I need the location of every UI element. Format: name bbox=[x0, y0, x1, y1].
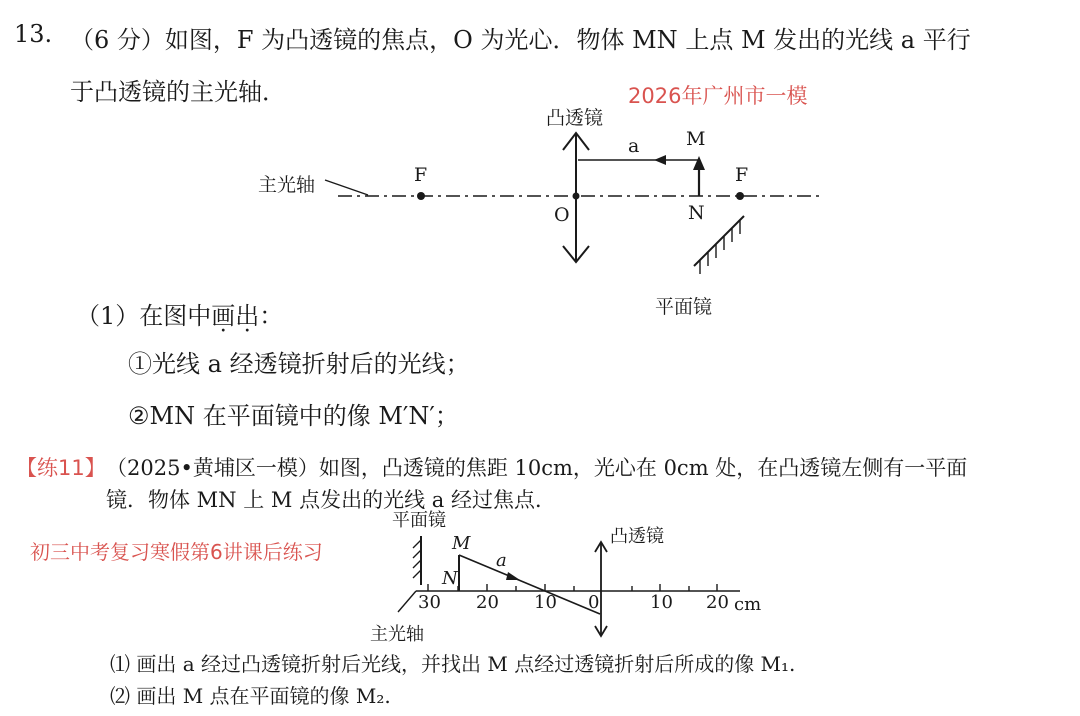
practice-11-line1: （2025•黄埔区一模）如图，凸透镜的焦距 10cm，光心在 0cm 处，在凸透镜左侧有一平面 bbox=[106, 456, 968, 480]
point-n-label: N bbox=[688, 202, 705, 224]
p11-item-1: ⑴ 画出 a 经过凸透镜折射后光线，并找出 M 点经过透镜折射后所成的像 M₁. bbox=[110, 652, 796, 676]
sub1-emph-hua: 画 bbox=[211, 302, 236, 330]
p11-point-m-label: M bbox=[452, 533, 471, 554]
problem-13-line1: （6 分）如图，F 为凸透镜的焦点，O 为光心．物体 MN 上点 M 发出的光线 a 平行 bbox=[70, 26, 971, 54]
axis-label: 主光轴 bbox=[258, 174, 316, 196]
problem-13-line2: 于凸透镜的主光轴． bbox=[70, 78, 286, 106]
p11-item-2: ⑵ 画出 M 点在平面镜的像 M₂. bbox=[110, 684, 391, 708]
sub-question-1-item-1: ①光线 a 经透镜折射后的光线； bbox=[128, 350, 470, 378]
problem-13-source-tag: 2026年广州市一模 bbox=[628, 84, 808, 108]
p11-mirror-hatching bbox=[413, 540, 421, 578]
p11-tick-label-30: 30 bbox=[418, 592, 441, 613]
problem-13-number: 13. bbox=[14, 20, 53, 48]
practice-11-line2: 镜．物体 MN 上 M 点发出的光线 a 经过焦点． bbox=[106, 488, 556, 512]
p11-axis-pointer bbox=[398, 591, 416, 612]
p11-axis-label: 主光轴 bbox=[370, 624, 424, 645]
sub1-emph-chu: 出 bbox=[235, 302, 260, 330]
p11-unit-label: cm bbox=[734, 594, 762, 615]
ray-a-label: a bbox=[628, 135, 640, 157]
p11-ray-a-label: a bbox=[496, 550, 507, 571]
sub1-suffix: ： bbox=[259, 302, 284, 330]
practice-11-source-tag: 初三中考复习寒假第6讲课后练习 bbox=[30, 540, 323, 564]
p11-tick-label-20-right: 20 bbox=[706, 592, 729, 613]
p11-tick-label-10-left: 10 bbox=[534, 592, 557, 613]
optical-center-label: O bbox=[554, 204, 570, 226]
p11-tick-marks bbox=[428, 584, 717, 591]
mirror-label: 平面镜 bbox=[655, 296, 713, 318]
p11-tick-label-20-left: 20 bbox=[476, 592, 499, 613]
p11-mirror-label: 平面镜 bbox=[392, 510, 446, 531]
p11-ray-a-arrowhead bbox=[506, 572, 520, 580]
point-m-label: M bbox=[686, 128, 706, 150]
lens-label: 凸透镜 bbox=[546, 107, 604, 129]
p11-point-n-label: N bbox=[442, 568, 458, 589]
focus-left-label: F bbox=[414, 164, 428, 186]
practice-11-tag: 【练11】 bbox=[16, 456, 106, 480]
p11-lens-label: 凸透镜 bbox=[610, 526, 664, 547]
p11-tick-label-10-right: 10 bbox=[650, 592, 673, 613]
p11-tick-label-0: 0 bbox=[588, 592, 600, 613]
sub1-prefix: （1）在图中 bbox=[76, 302, 212, 330]
focus-right-label: F bbox=[735, 164, 749, 186]
sub-question-1-item-2: ②MN 在平面镜中的像 M′N′； bbox=[128, 402, 459, 430]
